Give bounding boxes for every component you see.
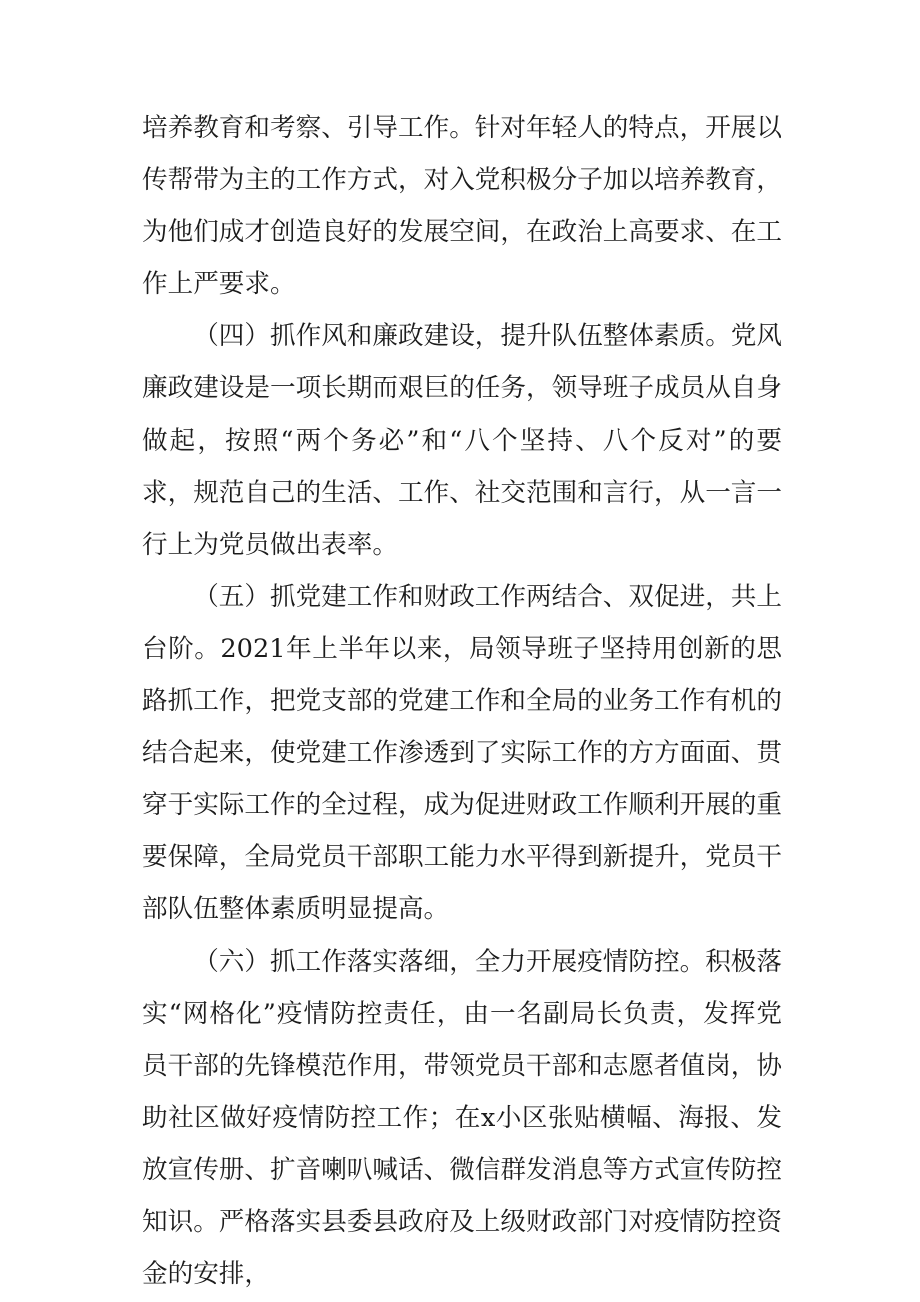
paragraph-continuation: 培养教育和考察、引导工作。针对年轻人的特点，开展以传帮带为主的工作方式，对入党积极分子加以培养教育，为他们成才创造良好的发展空间，在政治上高要求、在工作上严要求。 [142, 113, 782, 300]
paragraph-section-four: （四）抓作风和廉政建设，提升队伍整体素质。党风廉政建设是一项长期而艰巨的任务，领导班子成员从自身做起，按照“两个务必”和“八个坚持、八个反对”的要求，规范自己的生活、工作、社交范围和言行，从一言一行上为党员做出表率。 [142, 321, 782, 560]
paragraph-section-five: （五）抓党建工作和财政工作两结合、双促进，共上台阶。2021年上半年以来，局领导班子坚持用创新的思路抓工作，把党支部的党建工作和全局的业务工作有机的结合起来，使党建工作渗透到了实际工作的方方面面、贯穿于实际工作的全过程，成为促进财政工作顺利开展的重要保障，全局党员干部职工能力水平得到新提升，党员干部队伍整体素质明显提高。 [142, 581, 782, 925]
document-body [142, 102, 782, 1300]
paragraph-section-six: （六）抓工作落实落细，全力开展疫情防控。积极落实“网格化”疫情防控责任，由一名副局长负责，发挥党员干部的先锋模范作用，带领党员干部和志愿者值岗，协助社区做好疫情防控工作；在x小区张贴横幅、海报、发放宣传册、扩音喇叭喊话、微信群发消息等方式宣传防控知识。严格落实县委县政府及上级财政部门对疫情防控资金的安排， [142, 946, 782, 1290]
